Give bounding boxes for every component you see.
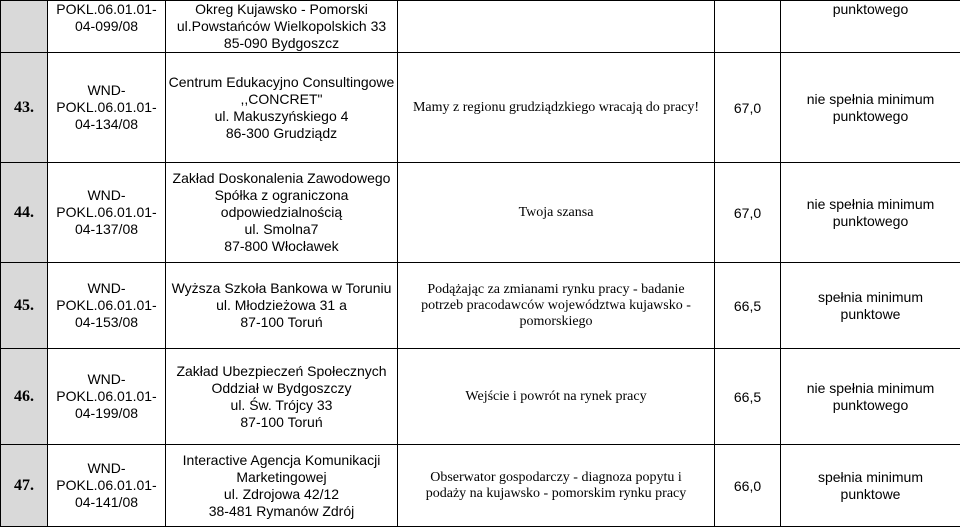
status-cell: spełnia minimum punktowe xyxy=(781,263,960,349)
table-row xyxy=(1,349,960,445)
application-code-cell: WND- POKL.06.01.01- 04-141/08 xyxy=(48,445,166,527)
row-number-cell xyxy=(1,1,48,53)
score-cell: 66,5 xyxy=(715,349,781,445)
row-number-cell: 44. xyxy=(1,163,48,263)
organization-cell: Wyższa Szkoła Bankowa w Toruniu ul. Młodzieżowa 31 a 87-100 Toruń xyxy=(166,263,398,349)
project-title-cell: Mamy z regionu grudziądzkiego wracają do pracy! xyxy=(398,53,715,163)
status-cell: nie spełnia minimum punktowego xyxy=(781,163,960,263)
organization-cell: Okreg Kujawsko - Pomorski ul.Powstańców Wielkopolskich 33 85-090 Bydgoszcz xyxy=(166,1,398,53)
project-title-cell: Wejście i powrót na rynek pracy xyxy=(398,349,715,445)
status-cell: nie spełnia minimum punktowego xyxy=(781,53,960,163)
organization-cell: Zakład Doskonalenia Zawodowego Spółka z ograniczona odpowiedzialnością ul. Smolna7 87-800 Włocławek xyxy=(166,163,398,263)
table-row xyxy=(1,1,960,53)
project-title-cell: Podążając za zmianami rynku pracy - badanie potrzeb pracodawców województwa kujawsko - pomorskiego xyxy=(398,263,715,349)
table-row xyxy=(1,163,960,263)
status-cell: punktowego xyxy=(781,1,960,53)
project-title-cell: Twoja szansa xyxy=(398,163,715,263)
score-cell xyxy=(715,1,781,53)
application-code-cell: WND- POKL.06.01.01- 04-199/08 xyxy=(48,349,166,445)
project-title-cell: Obserwator gospodarczy - diagnoza popytu i podaży na kujawsko - pomorskim rynku pracy xyxy=(398,445,715,527)
application-code-cell: WND- POKL.06.01.01- 04-134/08 xyxy=(48,53,166,163)
row-number-cell: 47. xyxy=(1,445,48,527)
application-code-cell: WND- POKL.06.01.01- 04-137/08 xyxy=(48,163,166,263)
row-number-cell: 45. xyxy=(1,263,48,349)
application-code-cell: POKL.06.01.01- 04-099/08 xyxy=(48,1,166,53)
organization-cell: Centrum Edukacyjno Consultingowe ,,CONCRET" ul. Makuszyńskiego 4 86-300 Grudziądz xyxy=(166,53,398,163)
row-number-cell: 46. xyxy=(1,349,48,445)
score-cell: 66,0 xyxy=(715,445,781,527)
table-row xyxy=(1,53,960,163)
status-cell: spełnia minimum punktowe xyxy=(781,445,960,527)
status-cell: nie spełnia minimum punktowego xyxy=(781,349,960,445)
project-title-cell xyxy=(398,1,715,53)
table-row xyxy=(1,445,960,527)
application-code-cell: WND- POKL.06.01.01- 04-153/08 xyxy=(48,263,166,349)
row-number-cell: 43. xyxy=(1,53,48,163)
score-cell: 67,0 xyxy=(715,163,781,263)
organization-cell: Zakład Ubezpieczeń Społecznych Oddział w Bydgoszczy ul. Św. Trójcy 33 87-100 Toruń xyxy=(166,349,398,445)
score-cell: 66,5 xyxy=(715,263,781,349)
organization-cell: Interactive Agencja Komunikacji Marketingowej ul. Zdrojowa 42/12 38-481 Rymanów Zdrój xyxy=(166,445,398,527)
score-cell: 67,0 xyxy=(715,53,781,163)
table-row xyxy=(1,263,960,349)
